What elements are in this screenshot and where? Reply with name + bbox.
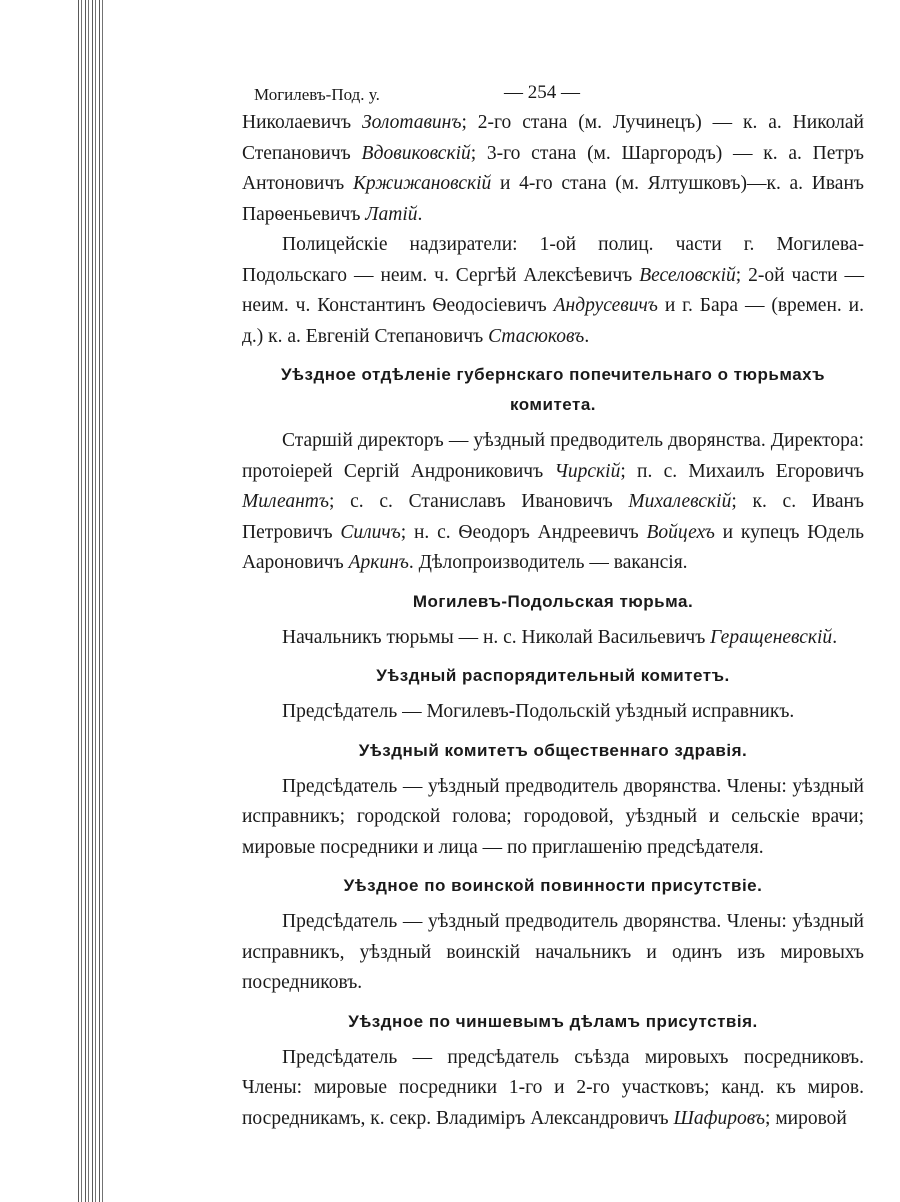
running-head-title: Могилевъ-Под. у. <box>254 85 380 104</box>
paragraph <box>242 697 864 728</box>
text-run: ; 2-ой части — неим. ч. Константинъ Ѳеодосіевичъ <box>242 264 865 316</box>
section-heading: Уѣздный комитетъ общественнаго здравія. <box>358 740 748 760</box>
paragraph <box>242 230 864 352</box>
paragraph <box>242 1043 864 1135</box>
section-heading: Уѣздное по воинской повинности присутствіе. <box>343 876 763 895</box>
paragraph <box>242 623 864 654</box>
text-run: ; 2-го стана (м. Лучинецъ) — к. а. Николай Степановичъ <box>242 112 864 164</box>
section-heading: Уѣздный распорядительный комитетъ. <box>376 666 730 685</box>
surname: Силичъ <box>340 521 401 543</box>
text-run: и 4-го стана (м. Ялтушковъ)—к. а. Иванъ Парѳеньевичъ <box>242 173 864 225</box>
surname: Стасюковъ <box>488 325 585 347</box>
surname: Михалевскій <box>628 491 732 512</box>
text-run: ; н. с. Ѳеодоръ Андреевичъ <box>400 521 647 543</box>
text-run: . Дѣлопроизводитель — вакансія. <box>408 552 688 573</box>
text-run: Предсѣдатель — уѣздный предводитель дворянства. Члены: уѣздный исправникъ; городской голова; городовой, уѣздный и сельскіе врачи; мировые посредники и лица — по приглашенію предсѣдателя. <box>242 775 864 858</box>
surname: Веселовскій <box>639 264 736 286</box>
surname: Чирскій <box>554 460 621 482</box>
text-run: . <box>417 203 423 225</box>
text-run: ; 3-го стана (м. Шаргородъ) — к. а. Петръ Антоновичъ <box>242 142 864 194</box>
surname: Войцехъ <box>646 521 715 543</box>
section-heading: Могилевъ-Подольская тюрьма. <box>412 591 694 611</box>
paragraph <box>242 108 864 230</box>
paragraph <box>242 772 864 864</box>
paragraph <box>242 426 864 579</box>
text-run: Начальникъ тюрьмы — н. с. Николай Васильевичъ <box>282 626 711 648</box>
surname: Аркинъ <box>348 552 409 573</box>
surname: Андрусевичъ <box>553 295 658 316</box>
text-run: и купецъ Юдель Аароновичъ <box>242 521 864 573</box>
surname: Милеантъ <box>242 491 330 512</box>
text-run: Предсѣдатель — Могилевъ-Подольскій уѣздный исправникъ. <box>282 701 795 722</box>
surname: Геращеневскій <box>710 626 833 648</box>
paragraph <box>242 907 864 999</box>
text-run: ; п. с. Михаилъ Егоровичъ <box>620 460 864 482</box>
section-heading: Уѣздное отдѣленіе губернскаго попечительнаго о тюрьмахъ комитета. <box>280 365 826 414</box>
running-head <box>242 78 864 108</box>
text-run: Старшій директоръ — уѣздный предводитель дворянства. Директора: протоіерей Сергій Андрониковичъ <box>242 430 864 482</box>
text-run: и г. Бара — (времен. и. д.) к. а. Евгеній Степановичъ <box>242 295 864 347</box>
section-heading: Уѣздное по чиншевымъ дѣламъ присутствія. <box>348 1011 758 1031</box>
text-run: . <box>584 325 590 347</box>
text-run: ; с. с. Станиславъ Ивановичъ <box>329 491 629 512</box>
text-run: Предсѣдатель — предсѣдатель съѣзда мировыхъ посредниковъ. Члены: мировые посредники 1-го и 2-го участковъ; канд. къ миров. посредникамъ, к. секр. Владиміръ Александровичъ <box>242 1046 864 1129</box>
text-run: ; мировой <box>765 1107 847 1129</box>
body-text <box>242 108 864 1134</box>
text-run: Полицейскіе надзиратели: 1-ой полиц. части г. Могилева-Подольскаго — неим. ч. Сергѣй Алексѣевичъ <box>242 234 864 286</box>
book-binding-edge <box>78 0 104 1202</box>
text-run: ; к. с. Иванъ Петровичъ <box>242 491 864 543</box>
surname: Латій <box>365 203 418 225</box>
page-number: — 254 — <box>504 82 580 103</box>
text-run: Николаевичъ <box>242 112 362 133</box>
surname: Золотавинъ <box>361 112 462 133</box>
text-run: Предсѣдатель — уѣздный предводитель дворянства. Члены: уѣздный исправникъ, уѣздный воинскій начальникъ и одинъ изъ мировыхъ посредниковъ. <box>242 911 864 993</box>
surname: Шафировъ <box>673 1107 766 1129</box>
document-page <box>242 78 864 1134</box>
surname: Кржижановскій <box>352 173 492 194</box>
text-run: . <box>832 626 838 648</box>
surname: Вдовиковскій <box>361 142 471 164</box>
